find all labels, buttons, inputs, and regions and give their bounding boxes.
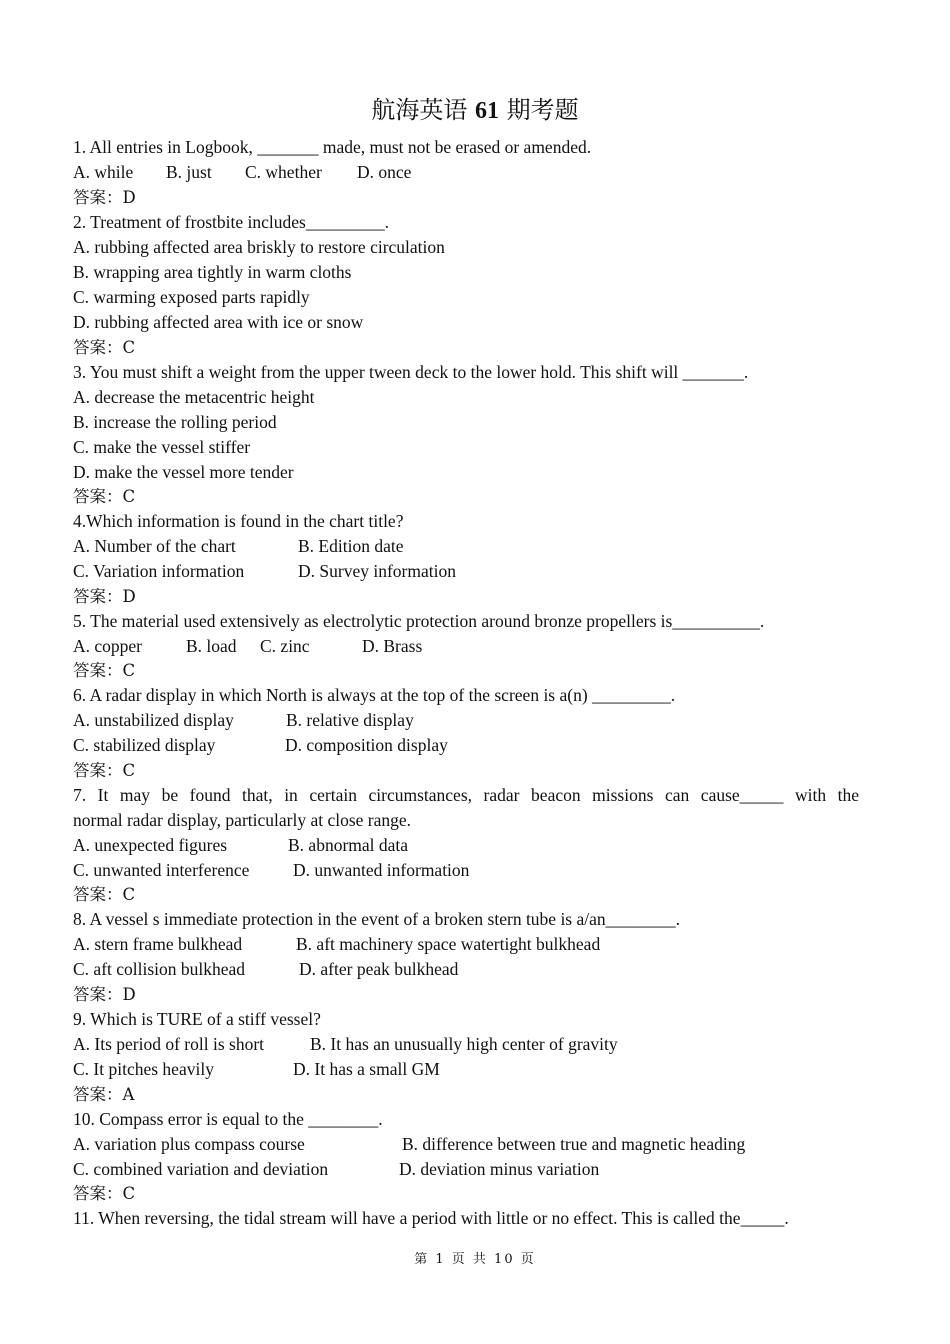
q7-answer: 答案：C: [73, 885, 136, 904]
question-9-stem: 9. Which is TURE of a stiff vessel?: [73, 1009, 321, 1029]
q9-option-c: C. It pitches heavily: [73, 1059, 214, 1079]
q10-answer: 答案：C: [73, 1184, 136, 1203]
page-footer: 第 1 页 共 10 页: [414, 1252, 536, 1267]
q2-option-a: A. rubbing affected area briskly to restore circulation: [73, 237, 445, 257]
q10-option-d: D. deviation minus variation: [399, 1159, 600, 1179]
question-6-options-row1: [0, 708, 950, 733]
q6-answer: 答案：C: [73, 761, 136, 780]
question-10-options-row2: [0, 1157, 950, 1182]
question-10-stem: 10. Compass error is equal to the ________.: [73, 1109, 383, 1129]
q7-option-d: D. unwanted information: [293, 860, 470, 880]
q3-option-c: C. make the vessel stiffer: [73, 437, 251, 457]
q3-option-b: B. increase the rolling period: [73, 412, 277, 432]
question-3-stem: 3. You must shift a weight from the upper tween deck to the lower hold. This shift will _______.: [73, 362, 749, 382]
q9-answer: 答案：A: [73, 1085, 135, 1104]
question-1-options: [0, 160, 950, 185]
q5-option-c: C. zinc: [260, 636, 310, 656]
q7-option-c: C. unwanted interference: [73, 860, 250, 880]
q7-option-b: B. abnormal data: [288, 835, 409, 855]
q3-option-a: A. decrease the metacentric height: [73, 387, 315, 407]
q3-option-d: D. make the vessel more tender: [73, 462, 294, 482]
q8-answer: 答案：D: [73, 985, 136, 1004]
question-8-options-row2: [0, 957, 950, 982]
q8-option-d: D. after peak bulkhead: [299, 959, 459, 979]
q5-option-d: D. Brass: [362, 636, 423, 656]
question-7-stem-line1: 7. It may be found that, in certain circumstances, radar beacon missions can cause_____ with the: [73, 785, 859, 805]
q1-option-b: B. just: [166, 162, 212, 182]
question-9-options-row2: [0, 1057, 950, 1082]
title-prefix: 航海英语: [371, 96, 468, 124]
q2-option-d: D. rubbing affected area with ice or snow: [73, 312, 364, 332]
q9-option-b: B. It has an unusually high center of gravity: [310, 1034, 618, 1054]
q4-option-c: C. Variation information: [73, 561, 245, 581]
q2-answer: 答案：C: [73, 338, 136, 357]
q2-option-b: B. wrapping area tightly in warm cloths: [73, 262, 352, 282]
question-5-options: [0, 634, 950, 659]
page-title: [0, 90, 950, 125]
question-8-stem: 8. A vessel s immediate protection in the event of a broken stern tube is a/an________.: [73, 909, 681, 929]
q8-option-a: A. stern frame bulkhead: [73, 934, 243, 954]
question-7-options-row1: [0, 833, 950, 858]
question-6-options-row2: [0, 733, 950, 758]
q7-option-a: A. unexpected figures: [73, 835, 228, 855]
q6-option-a: A. unstabilized display: [73, 710, 234, 730]
q5-option-b: B. load: [186, 636, 237, 656]
question-10-options-row1: [0, 1132, 950, 1157]
question-1-stem: 1. All entries in Logbook, _______ made, must not be erased or amended.: [73, 137, 592, 157]
question-5-stem: 5. The material used extensively as electrolytic protection around bronze propellers is__________.: [73, 611, 765, 631]
q8-option-b: B. aft machinery space watertight bulkhead: [296, 934, 601, 954]
question-8-options-row1: [0, 932, 950, 957]
q1-answer: 答案：D: [73, 188, 136, 207]
q9-option-d: D. It has a small GM: [293, 1059, 440, 1079]
q3-answer: 答案：C: [73, 487, 136, 506]
q6-option-b: B. relative display: [286, 710, 414, 730]
q1-option-c: C. whether: [245, 162, 322, 182]
q9-option-a: A. Its period of roll is short: [73, 1034, 265, 1054]
q8-option-c: C. aft collision bulkhead: [73, 959, 246, 979]
q10-option-c: C. combined variation and deviation: [73, 1159, 329, 1179]
question-7-stem-line2: normal radar display, particularly at close range.: [73, 810, 412, 830]
q1-option-a: A. while: [73, 162, 134, 182]
question-2-stem: 2. Treatment of frostbite includes_________.: [73, 212, 389, 232]
q10-option-b: B. difference between true and magnetic heading: [402, 1134, 746, 1154]
title-suffix: 期考题: [506, 96, 579, 124]
question-11-stem: 11. When reversing, the tidal stream will have a period with little or no effect. This is called the_____.: [73, 1208, 789, 1228]
q4-answer: 答案：D: [73, 587, 136, 606]
q4-option-b: B. Edition date: [298, 536, 404, 556]
q5-option-a: A. copper: [73, 636, 143, 656]
question-7-options-row2: [0, 858, 950, 883]
q6-option-d: D. composition display: [285, 735, 448, 755]
q10-option-a: A. variation plus compass course: [73, 1134, 305, 1154]
q5-answer: 答案：C: [73, 661, 136, 680]
q4-option-d: D. Survey information: [298, 561, 456, 581]
question-4-stem: 4.Which information is found in the chart title?: [73, 511, 404, 531]
q1-option-d: D. once: [357, 162, 412, 182]
q6-option-c: C. stabilized display: [73, 735, 216, 755]
question-4-options-row1: [0, 534, 950, 559]
question-6-stem: 6. A radar display in which North is always at the top of the screen is a(n) _________.: [73, 685, 676, 705]
q2-option-c: C. warming exposed parts rapidly: [73, 287, 310, 307]
question-9-options-row1: [0, 1032, 950, 1057]
title-number: 61: [475, 98, 499, 124]
q4-option-a: A. Number of the chart: [73, 536, 236, 556]
question-4-options-row2: [0, 559, 950, 584]
